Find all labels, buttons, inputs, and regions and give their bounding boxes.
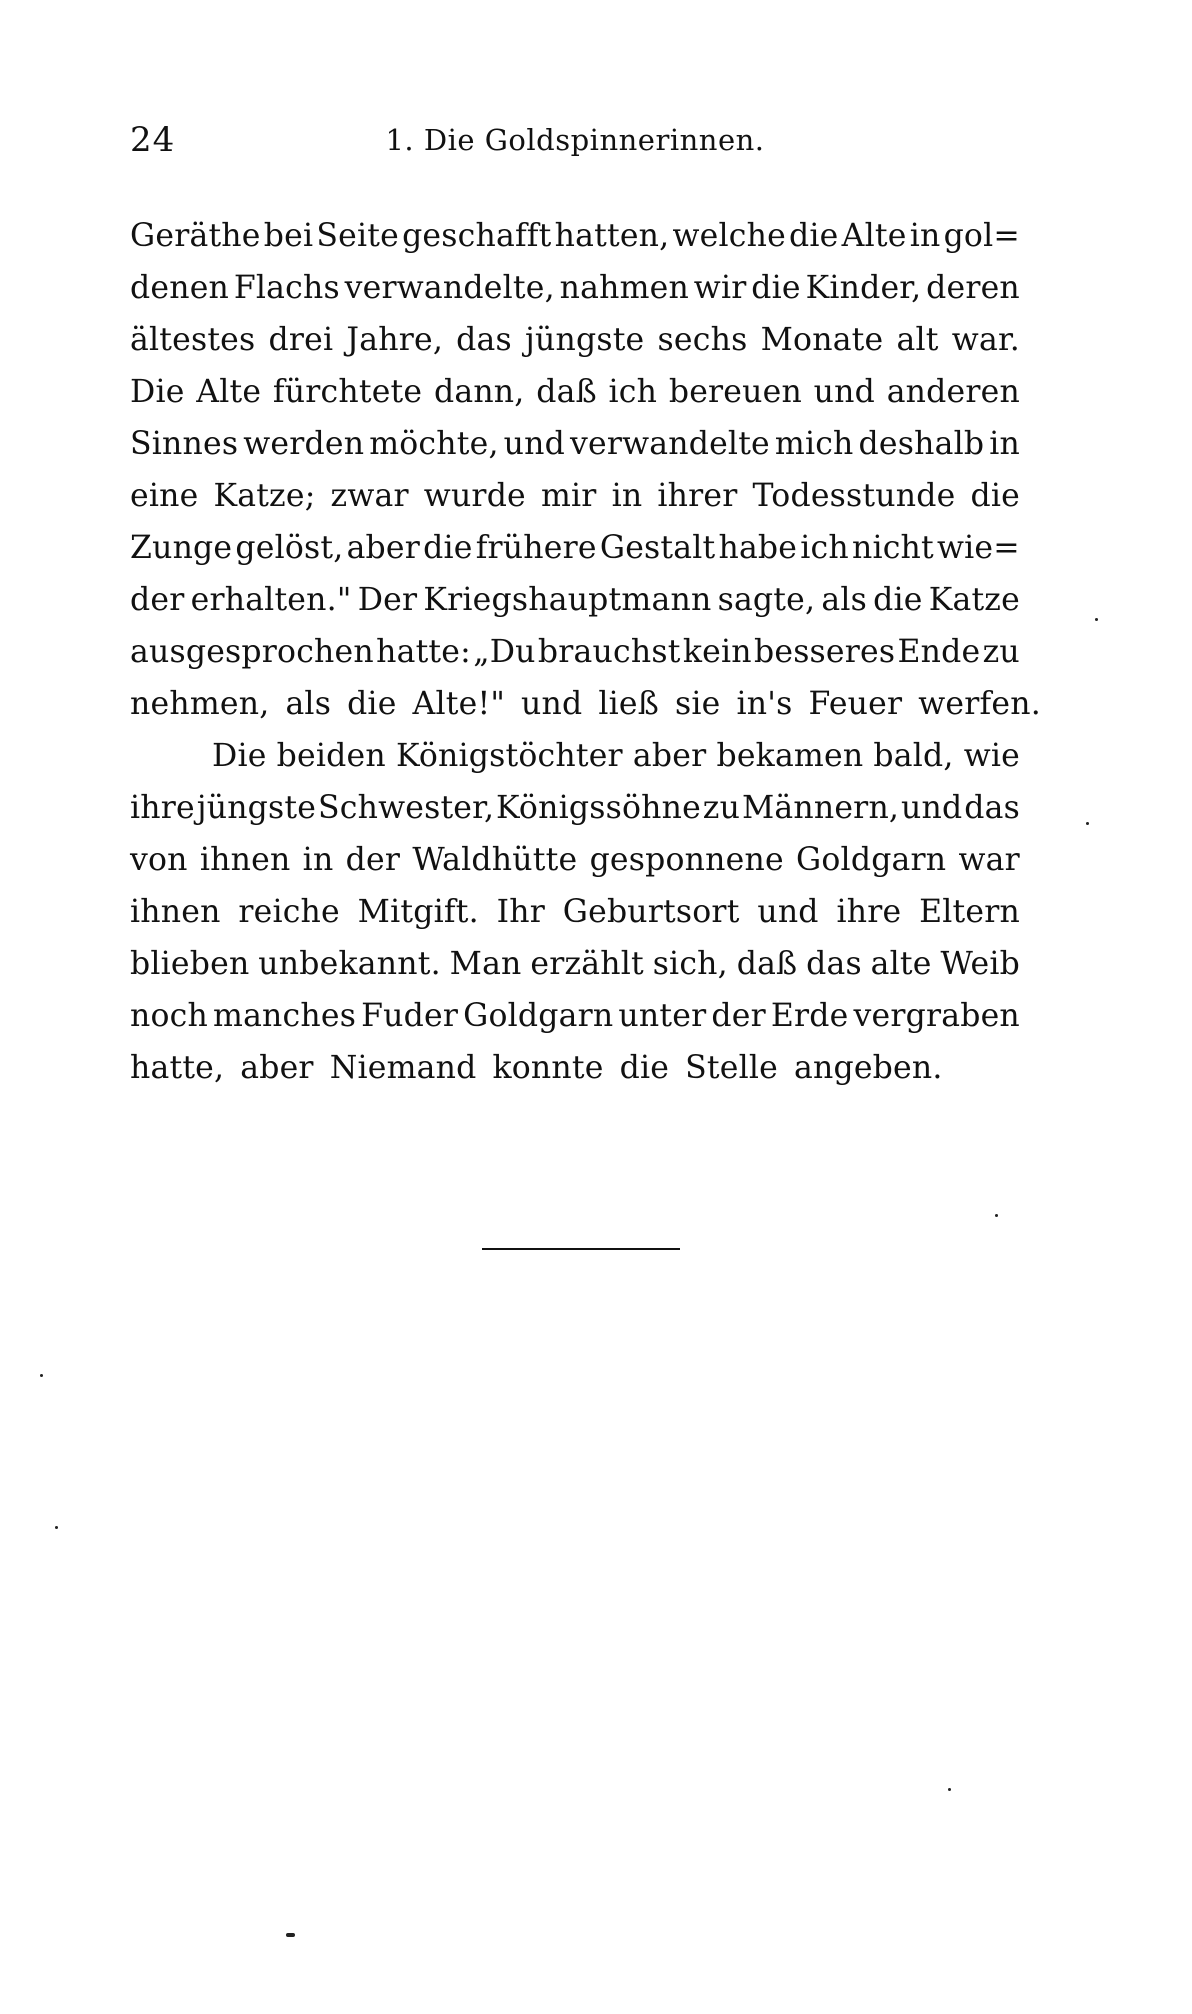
- section-end-rule: [482, 1248, 680, 1250]
- print-speck: [948, 1788, 951, 1791]
- text-line: ausgesprochen hatte: „Du brauchst kein besseres Ende zu: [130, 634, 1020, 670]
- paragraph: [130, 730, 1020, 1094]
- print-speck: [995, 1214, 998, 1217]
- paragraph: [130, 210, 1041, 730]
- text-line: hatte, aber Niemand konnte die Stelle angeben.: [130, 1050, 943, 1086]
- text-line: Sinnes werden möchte, und verwandelte mich deshalb in: [130, 426, 1020, 462]
- print-speck: [1086, 822, 1089, 825]
- page-header: [130, 118, 1020, 162]
- text-line: ihre jüngste Schwester, Königssöhne zu Männern, und das: [130, 790, 1020, 826]
- print-speck: [1095, 618, 1098, 621]
- text-line: der erhalten." Der Kriegshauptmann sagte, als die Katze: [130, 582, 1020, 618]
- page-number: 24: [130, 120, 176, 160]
- print-speck: [55, 1526, 58, 1529]
- body-text: [130, 210, 1041, 1094]
- text-line: Die beiden Königstöchter aber bekamen bald, wie: [212, 738, 1020, 774]
- text-line: ihnen reiche Mitgift. Ihr Geburtsort und ihre Eltern: [130, 894, 1020, 930]
- text-line: Die Alte fürchtete dann, daß ich bereuen und anderen: [130, 374, 1020, 410]
- text-line: ältestes drei Jahre, das jüngste sechs Monate alt war.: [130, 322, 1020, 358]
- text-line: denen Flachs verwandelte, nahmen wir die Kinder, deren: [130, 270, 1020, 306]
- text-line: eine Katze; zwar wurde mir in ihrer Todesstunde die: [130, 478, 1020, 514]
- text-line: Zunge gelöst, aber die frühere Gestalt habe ich nicht wie=: [130, 530, 1020, 566]
- print-speck: [40, 1374, 43, 1377]
- text-line: von ihnen in der Waldhütte gesponnene Goldgarn war: [130, 842, 1020, 878]
- running-title: 1. Die Goldspinnerinnen.: [385, 123, 765, 157]
- text-line: nehmen, als die Alte!" und ließ sie in's Feuer werfen.: [130, 686, 1041, 722]
- text-line: noch manches Fuder Goldgarn unter der Erde vergraben: [130, 998, 1020, 1034]
- text-line: Geräthe bei Seite geschafft hatten, welche die Alte in gol=: [130, 218, 1020, 254]
- print-speck: [286, 1933, 295, 1937]
- text-line: blieben unbekannt. Man erzählt sich, daß das alte Weib: [130, 946, 1020, 982]
